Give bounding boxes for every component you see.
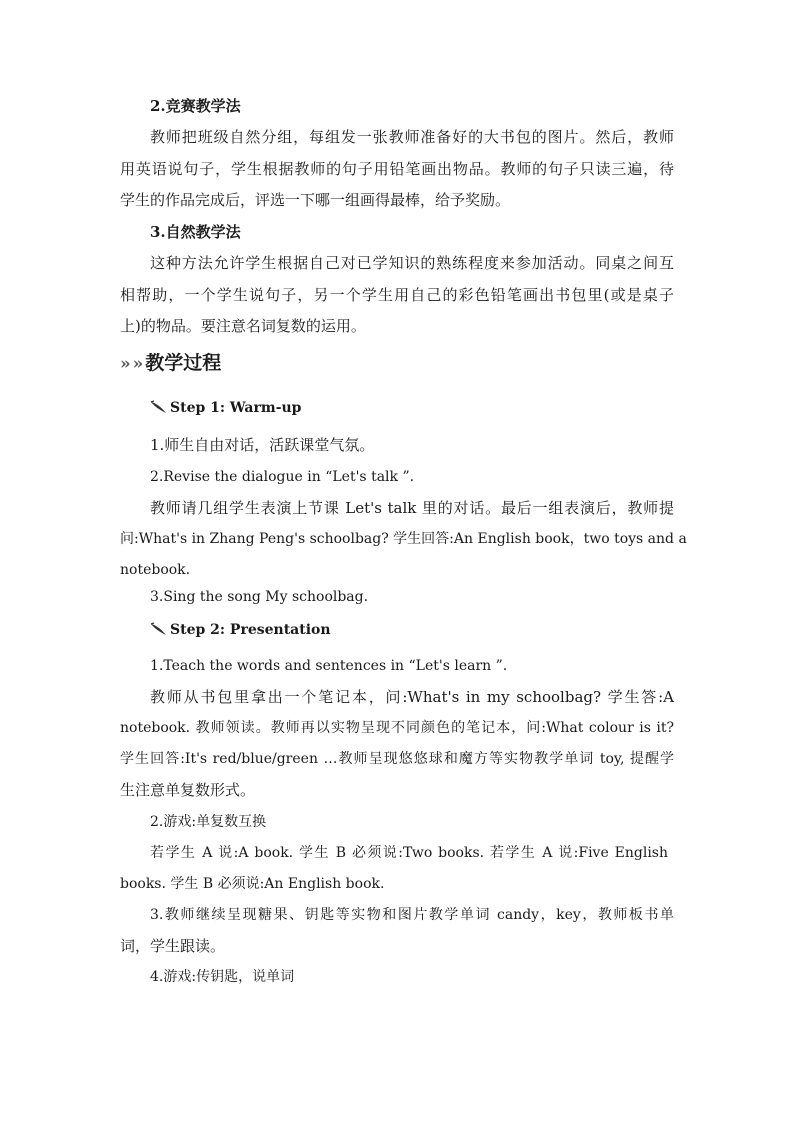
- natural-heading: 3.自然教学法: [150, 223, 241, 241]
- step1-item-2: 2.Revise the dialogue in “Let's talk ”.: [150, 469, 415, 485]
- step1-para-line-3: notebook.: [120, 562, 191, 578]
- step2-heading: [150, 620, 331, 640]
- competition-line-3: 学生的作品完成后，评选一下哪一组画得最棒，给予奖励。: [120, 191, 511, 209]
- step2-para1-line-1: 教师从书包里拿出一个笔记本，问:What's in my schoolbag? 学生答:A: [150, 688, 674, 706]
- step1-para-line-1: 教师请几组学生表演上节课 Let's talk 里的对话。最后一组表演后，教师提: [150, 499, 674, 517]
- step2-para2-line-2: books. 学生 B 必须说:An English book.: [120, 876, 385, 892]
- step2-para1-line-2: notebook. 教师领读。教师再以实物呈现不同颜色的笔记本，问:What colour is it?: [120, 720, 674, 736]
- double-chevron-icon: »: [132, 354, 140, 374]
- step1-title: Step 1: Warm-up: [170, 400, 302, 416]
- step1-para-line-2: 问:What's in Zhang Peng's schoolbag? 学生回答:An English book，two toys and a: [120, 531, 687, 547]
- step1-item-3: 3.Sing the song My schoolbag.: [150, 589, 369, 605]
- step1-item-1: 1.师生自由对话，活跃课堂气氛。: [150, 436, 375, 454]
- step2-item-1: 1.Teach the words and sentences in “Let's learn ”.: [150, 658, 508, 674]
- step2-item-4: 4.游戏:传钥匙，说单词: [150, 969, 295, 985]
- natural-line-3: 上)的物品。要注意名词复数的运用。: [120, 317, 366, 335]
- competition-heading: 2.竞赛教学法: [150, 97, 241, 115]
- section-title: [120, 350, 221, 376]
- pen-nib-icon: [150, 400, 168, 414]
- step2-para1-line-3: 学生回答:It's red/blue/green …教师呈现悠悠球和魔方等实物教学单词 toy, 提醒学: [120, 751, 674, 767]
- step2-para2-line-1: 若学生 A 说:A book. 学生 B 必须说:Two books. 若学生 A 说:Five English: [150, 845, 668, 861]
- step2-item-3-line-2: 词，学生跟读。: [120, 937, 226, 955]
- step2-item-2: 2.游戏:单复数互换: [150, 814, 267, 830]
- competition-line-1: 教师把班级自然分组，每组发一张教师准备好的大书包的图片。然后，教师: [150, 128, 674, 146]
- step2-title: Step 2: Presentation: [170, 622, 331, 638]
- step2-para1-line-4: 生注意单复数形式。: [120, 781, 256, 799]
- competition-line-2: 用英语说句子，学生根据教师的句子用铅笔画出物品。教师的句子只读三遍，待: [120, 160, 674, 178]
- natural-line-2: 相帮助，一个学生说句子，另一个学生用自己的彩色铅笔画出书包里(或是桌子: [120, 286, 674, 304]
- section-title-text: 教学过程: [145, 352, 222, 374]
- natural-line-1: 这种方法允许学生根据自己对已学知识的熟练程度来参加活动。同桌之间互: [150, 254, 674, 272]
- step1-heading: [150, 398, 301, 418]
- step2-item-3-line-1: 3.教师继续呈现糖果、钥匙等实物和图片教学单词 candy，key，教师板书单: [150, 907, 674, 923]
- double-chevron-icon: »: [120, 354, 127, 374]
- pen-nib-icon: [150, 622, 168, 636]
